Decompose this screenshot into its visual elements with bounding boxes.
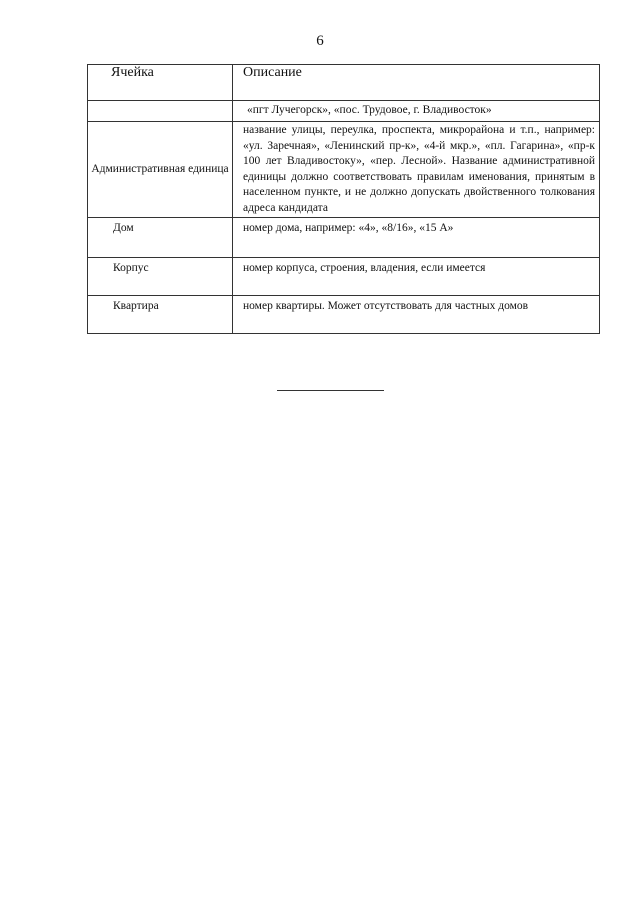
row-description: «пгт Лучегорск», «пос. Трудовое, г. Владивосток»: [233, 101, 600, 122]
table-row: [88, 296, 600, 334]
header-cell: Ячейка: [88, 65, 233, 101]
row-description: номер дома, например: «4», «8/16», «15 А»: [233, 218, 600, 258]
row-cell-name: Административная единица: [88, 122, 233, 218]
row-cell-name: Дом: [88, 218, 233, 258]
row-description: номер корпуса, строения, владения, если имеется: [233, 258, 600, 296]
row-cell-name: Корпус: [88, 258, 233, 296]
table-header-row: [88, 65, 600, 101]
row-cell-name: Квартира: [88, 296, 233, 334]
table-row: [88, 218, 600, 258]
table-row: [88, 258, 600, 296]
address-fields-table: [87, 64, 600, 334]
end-divider-line: [277, 390, 384, 391]
row-description: название улицы, переулка, проспекта, микрорайона и т.п., например: «ул. Заречная», «Ленинский пр-к», «4-й мкр.», «пл. Гагарина», «пр-к 100 лет Владивостоку», «пер. Лесной». Название административной единицы должно соответствовать правилам именования, принятым в населенном пункте, и не должно допускать двойственного толкования адреса кандидата: [233, 122, 600, 218]
row-description: номер квартиры. Может отсутствовать для частных домов: [233, 296, 600, 334]
row-cell-name: [88, 101, 233, 122]
table-row: [88, 101, 600, 122]
header-description: Описание: [233, 65, 600, 101]
page-number: 6: [316, 33, 324, 49]
table-row: [88, 122, 600, 218]
